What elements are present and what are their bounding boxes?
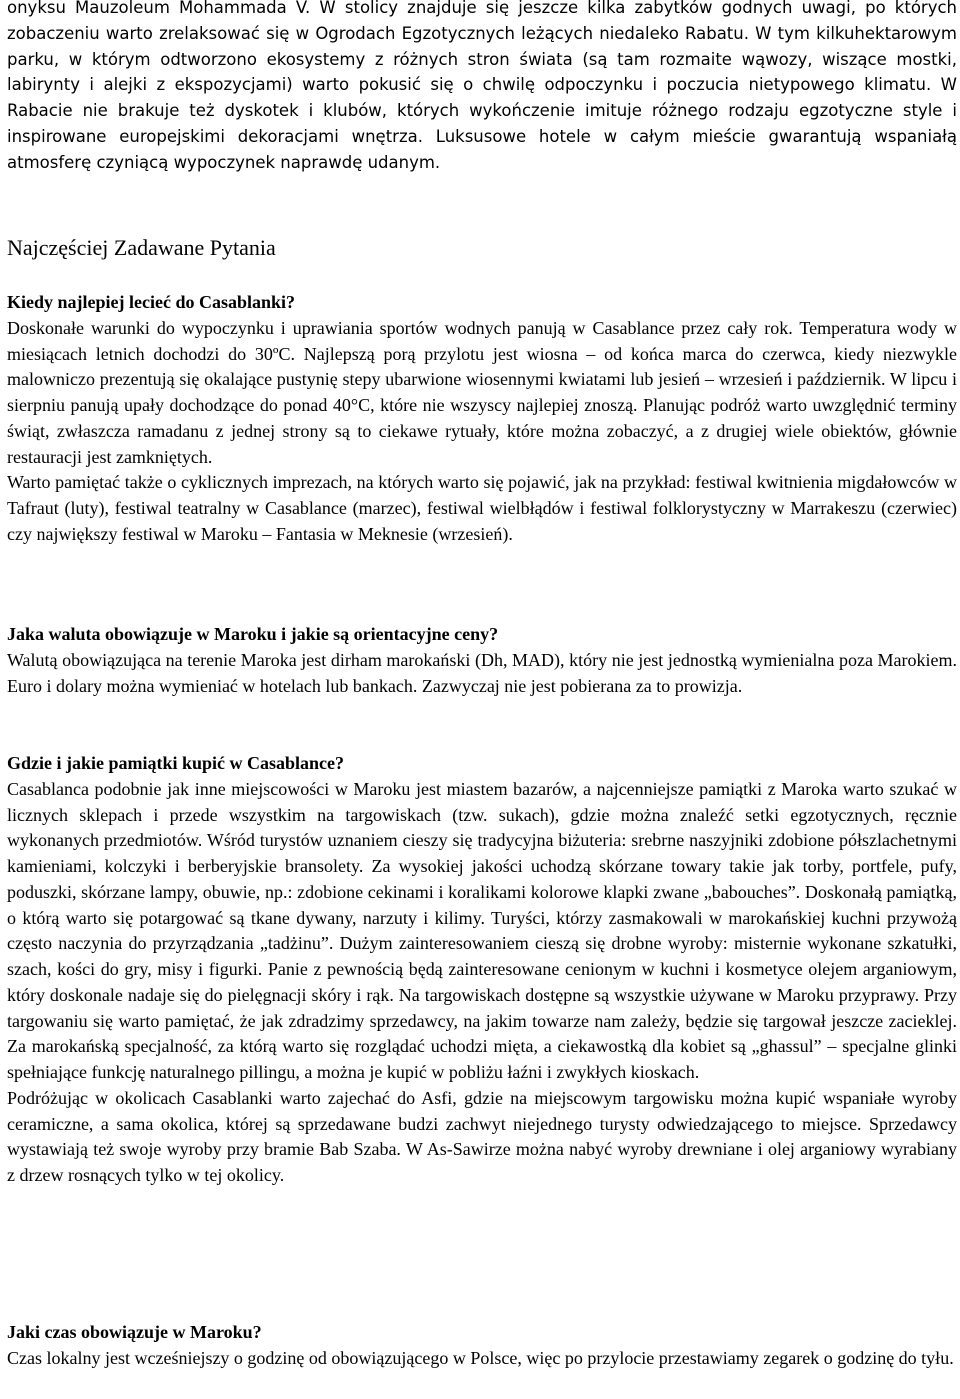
faq-answer: Podróżując w okolicach Casablanki warto zajechać do Asfi, gdzie na miejscowym targowisku można kupić wspaniałe wyroby ceramiczne, a sama okolica, której są sprzedawane budzi zachwyt niejednego turysty odwiedzającego to miejsce. Sprzedawcy wystawiają też swoje wyroby przy bramie Bab Szaba. W As-Sawirze można nabyć wyroby drewniane i olej arganiowy wyrabiany z drzew rosnących tylko w tej okolicy. xyxy=(7,1087,957,1185)
faq-section-time-zone xyxy=(0,1320,960,1372)
faq-question: Jaka waluta obowiązuje w Maroku i jakie są orientacyjne ceny? xyxy=(7,624,499,644)
faq-question: Gdzie i jakie pamiątki kupić w Casablance? xyxy=(7,753,345,773)
faq-answer: Doskonałe warunki do wypoczynku i uprawiania sportów wodnych panują w Casablance przez cały rok. Temperatura wody w miesiącach letnich dochodzi do 30ºC. Najlepszą porą przylotu jest wiosna – od końca marca do czerwca, kiedy niezwykle malowniczo prezentują się okalające pustynię stepy ubarwione wiosennymi kwiatami lub jesień – wrzesień i październik. W lipcu i sierpniu panują upały dochodzące do ponad 40°C, które nie wszyscy najlepiej znoszą. Planując podróż warto uwzględnić terminy świąt, zwłaszcza ramadanu z jednej strony są to ciekawe rytuały, które można zobaczyć, a z drugiej wiele obiektów, głównie restauracji jest zamkniętych. xyxy=(7,317,957,467)
faq-question: Jaki czas obowiązuje w Maroku? xyxy=(7,1322,262,1342)
faq-answer: Walutą obowiązująca na terenie Maroka jest dirham marokański (Dh, MAD), który nie jest jednostką wymienialna poza Marokiem. Euro i dolary można wymieniać w hotelach lub bankach. Zazwyczaj nie jest pobierana za to prowizja. xyxy=(7,649,957,696)
intro-paragraph: onyksu Mauzoleum Mohammada V. W stolicy znajduje się jeszcze kilka zabytków godnych uwagi, po których zobaczeniu warto zrelaksować się w Ogrodach Egzotycznych leżących niedaleko Rabatu. W tym kilkuhektarowym parku, w którym odtworzono ekosystemy z różnych stron świata (są tam rozmaite wąwozy, wiszące mostki, labirynty i alejki z ekspozycjami) warto pokusić się o chwilę odpoczynku i poczucia nietypowego klimatu. W Rabacie nie brakuje też dyskotek i klubów, których wykończenie imituje różnego rodzaju egzotyczne style i inspirowane europejskimi dekoracjami wnętrza. Luksusowe hotele w całym mieście gwarantują wspaniałą atmosferę czyniącą wypoczynek naprawdę udanym. xyxy=(7,0,957,172)
faq-section-currency xyxy=(0,622,960,699)
faq-question: Kiedy najlepiej lecieć do Casablanki? xyxy=(7,292,295,312)
faq-section-souvenirs xyxy=(0,751,960,1189)
faq-section-best-time xyxy=(0,290,960,548)
faq-answer: Casablanca podobnie jak inne miejscowości w Maroku jest miastem bazarów, a najcenniejsze pamiątki z Maroka warto szukać w licznych sklepach i przede wszystkim na targowiskach (tzw. sukach), gdzie można znaleźć setki egzotycznych, ręcznie wykonanych przedmiotów. Wśród turystów uznaniem cieszy się tradycyjna biżuteria: srebrne naszyjniki zdobione półszlachetnymi kamieniami, kolczyki i berberyjskie bransolety. Za wysokiej jakości uchodzą skórzane towary takie jak torby, portfele, pufy, poduszki, skórzane lampy, obuwie, np.: zdobione cekinami i koralikami kolorowe klapki zwane „babouches”. Doskonałą pamiątką, o którą warto się potargować są tkane dywany, narzuty i kilimy. Turyści, którzy zasmakowali w marokańskiej kuchni przywożą często naczynia do przyrządzania „tadżinu”. Dużym zainteresowaniem cieszą się drobne wyroby: misternie wykonane szkatułki, szach, kości do gry, misy i figurki. Panie z pewnością będą zainteresowane cenionym w kuchni i kosmetyce olejem arganiowym, który doskonale nadaje się do pielęgnacji skóry i rąk. Na targowiskach dostępne są wszystkie używane w Maroku przyprawy. Przy targowaniu się warto pamiętać, że jak zdradzimy sprzedawcy, na jakim towarze nam zależy, będzie się targował jeszcze zacieklej. Za marokańską specjalność, za którą warto się rozglądać uchodzi mięta, a ciekawostką dla kobiet są „ghassul” – specjalne glinki spełniające funkcję naturalnego pillingu, a można je kupić w pobliżu łaźni i zwykłych kioskach. xyxy=(7,778,957,1082)
faq-answer: Czas lokalny jest wcześniejszy o godzinę od obowiązującego w Polsce, więc po przylocie przestawiamy zegarek o godzinę do tyłu. xyxy=(7,1347,954,1368)
faq-answer: Warto pamiętać także o cyklicznych imprezach, na których warto się pojawić, jak na przykład: festiwal kwitnienia migdałowców w Tafraut (luty), festiwal teatralny w Casablance (marzec), festiwal wielbłądów i festiwal folklorystyczny w Marrakeszu (czerwiec) czy największy festiwal w Maroku – Fantasia w Meknesie (wrzesień). xyxy=(7,472,957,544)
faq-heading: Najczęściej Zadawane Pytania xyxy=(7,235,276,260)
